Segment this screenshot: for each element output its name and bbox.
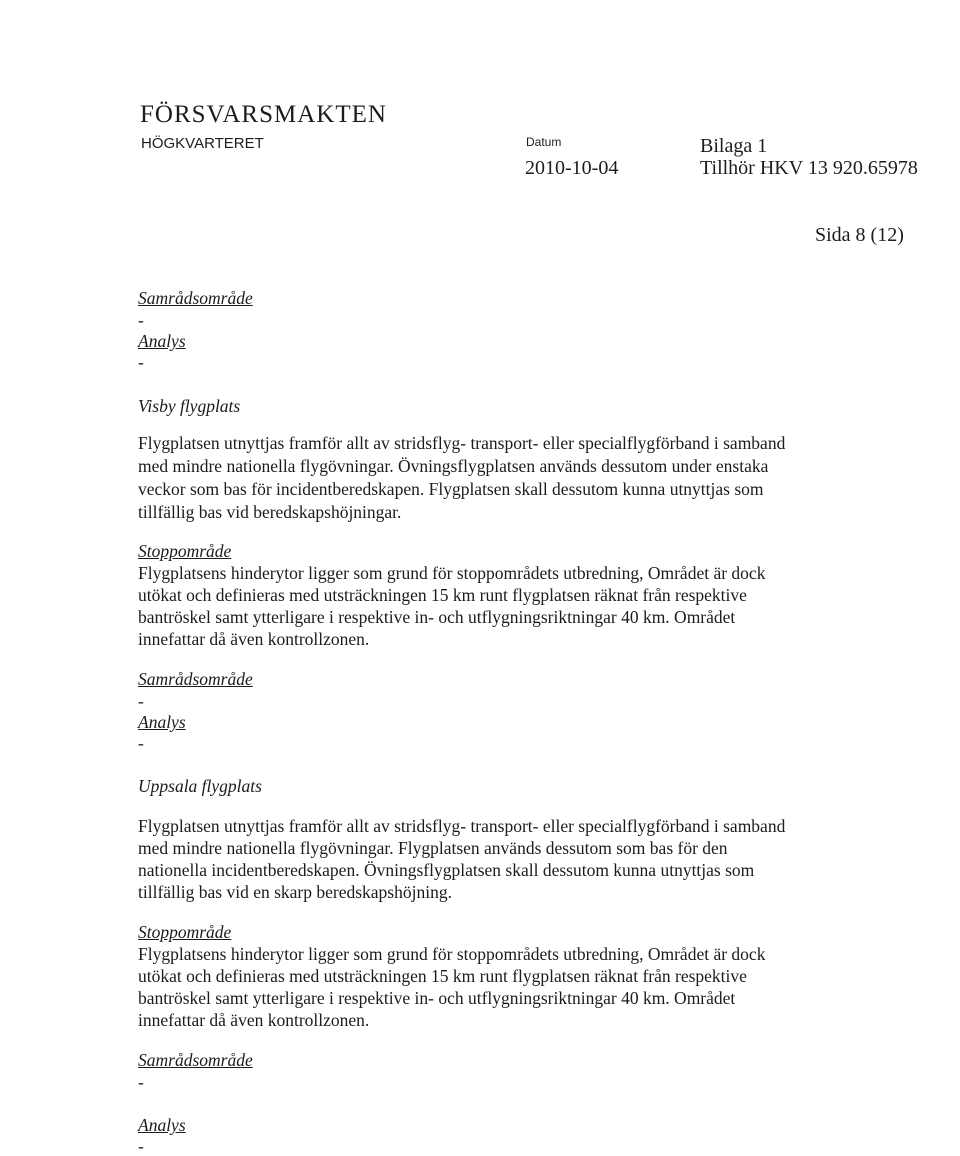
airport-heading: Visby flygplats: [138, 396, 241, 416]
reference-number: Tillhör HKV 13 920.65978: [700, 157, 918, 179]
samrad-heading: Samrådsområde: [138, 288, 253, 308]
paragraph-line: veckor som bas för incidentberedskapen. Flygplatsen skall dessutom kunna utnyttjas som: [138, 479, 764, 499]
paragraph-line: utökat och definieras med utsträckningen 15 km runt flygplatsen räknat från respektive: [138, 966, 747, 986]
dash: -: [138, 733, 144, 753]
paragraph-line: med mindre nationella flygövningar. Övningsflygplatsen används dessutom under enstaka: [138, 456, 769, 476]
stopp-heading: Stoppområde: [138, 541, 232, 561]
analys-heading: Analys: [138, 1115, 186, 1135]
dash: -: [138, 691, 144, 711]
analys-heading: Analys: [138, 331, 186, 351]
paragraph-line: utökat och definieras med utsträckningen 15 km runt flygplatsen räknat från respektive: [138, 585, 747, 605]
paragraph-line: Flygplatsens hinderytor ligger som grund för stoppområdets utbredning, Området är dock: [138, 563, 766, 583]
paragraph-line: med mindre nationella flygövningar. Flygplatsen används dessutom som bas för den: [138, 838, 728, 858]
date-label: Datum: [526, 135, 562, 149]
paragraph-line: bantröskel samt ytterligare i respektive in- och utflygningsriktningar 40 km. Området: [138, 988, 736, 1008]
stopp-heading: Stoppområde: [138, 922, 232, 942]
paragraph-line: innefattar då även kontrollzonen.: [138, 629, 370, 649]
paragraph-line: nationella incidentberedskapen. Övningsflygplatsen skall dessutom kunna utnyttjas som: [138, 860, 755, 880]
dash: -: [138, 1072, 144, 1092]
department-name: HÖGKVARTERET: [141, 135, 264, 152]
appendix-label: Bilaga 1: [700, 135, 768, 157]
dash: -: [138, 352, 144, 372]
dash: -: [138, 1136, 144, 1156]
dash: -: [138, 310, 144, 330]
paragraph-line: innefattar då även kontrollzonen.: [138, 1010, 370, 1030]
paragraph-line: tillfällig bas vid en skarp beredskapshöjning.: [138, 882, 452, 902]
airport-heading: Uppsala flygplats: [138, 776, 262, 796]
paragraph-line: Flygplatsens hinderytor ligger som grund för stoppområdets utbredning, Området är dock: [138, 944, 766, 964]
samrad-heading: Samrådsområde: [138, 1050, 253, 1070]
paragraph-line: Flygplatsen utnyttjas framför allt av stridsflyg- transport- eller specialflygförband i samband: [138, 816, 786, 836]
organization-name: FÖRSVARSMAKTEN: [140, 101, 387, 128]
paragraph-line: Flygplatsen utnyttjas framför allt av stridsflyg- transport- eller specialflygförband i samband: [138, 433, 786, 453]
date-value: 2010-10-04: [525, 157, 619, 179]
paragraph-line: tillfällig bas vid beredskapshöjningar.: [138, 502, 402, 522]
samrad-heading: Samrådsområde: [138, 669, 253, 689]
page-number: Sida 8 (12): [815, 224, 904, 246]
paragraph-line: bantröskel samt ytterligare i respektive in- och utflygningsriktningar 40 km. Området: [138, 607, 736, 627]
analys-heading: Analys: [138, 712, 186, 732]
